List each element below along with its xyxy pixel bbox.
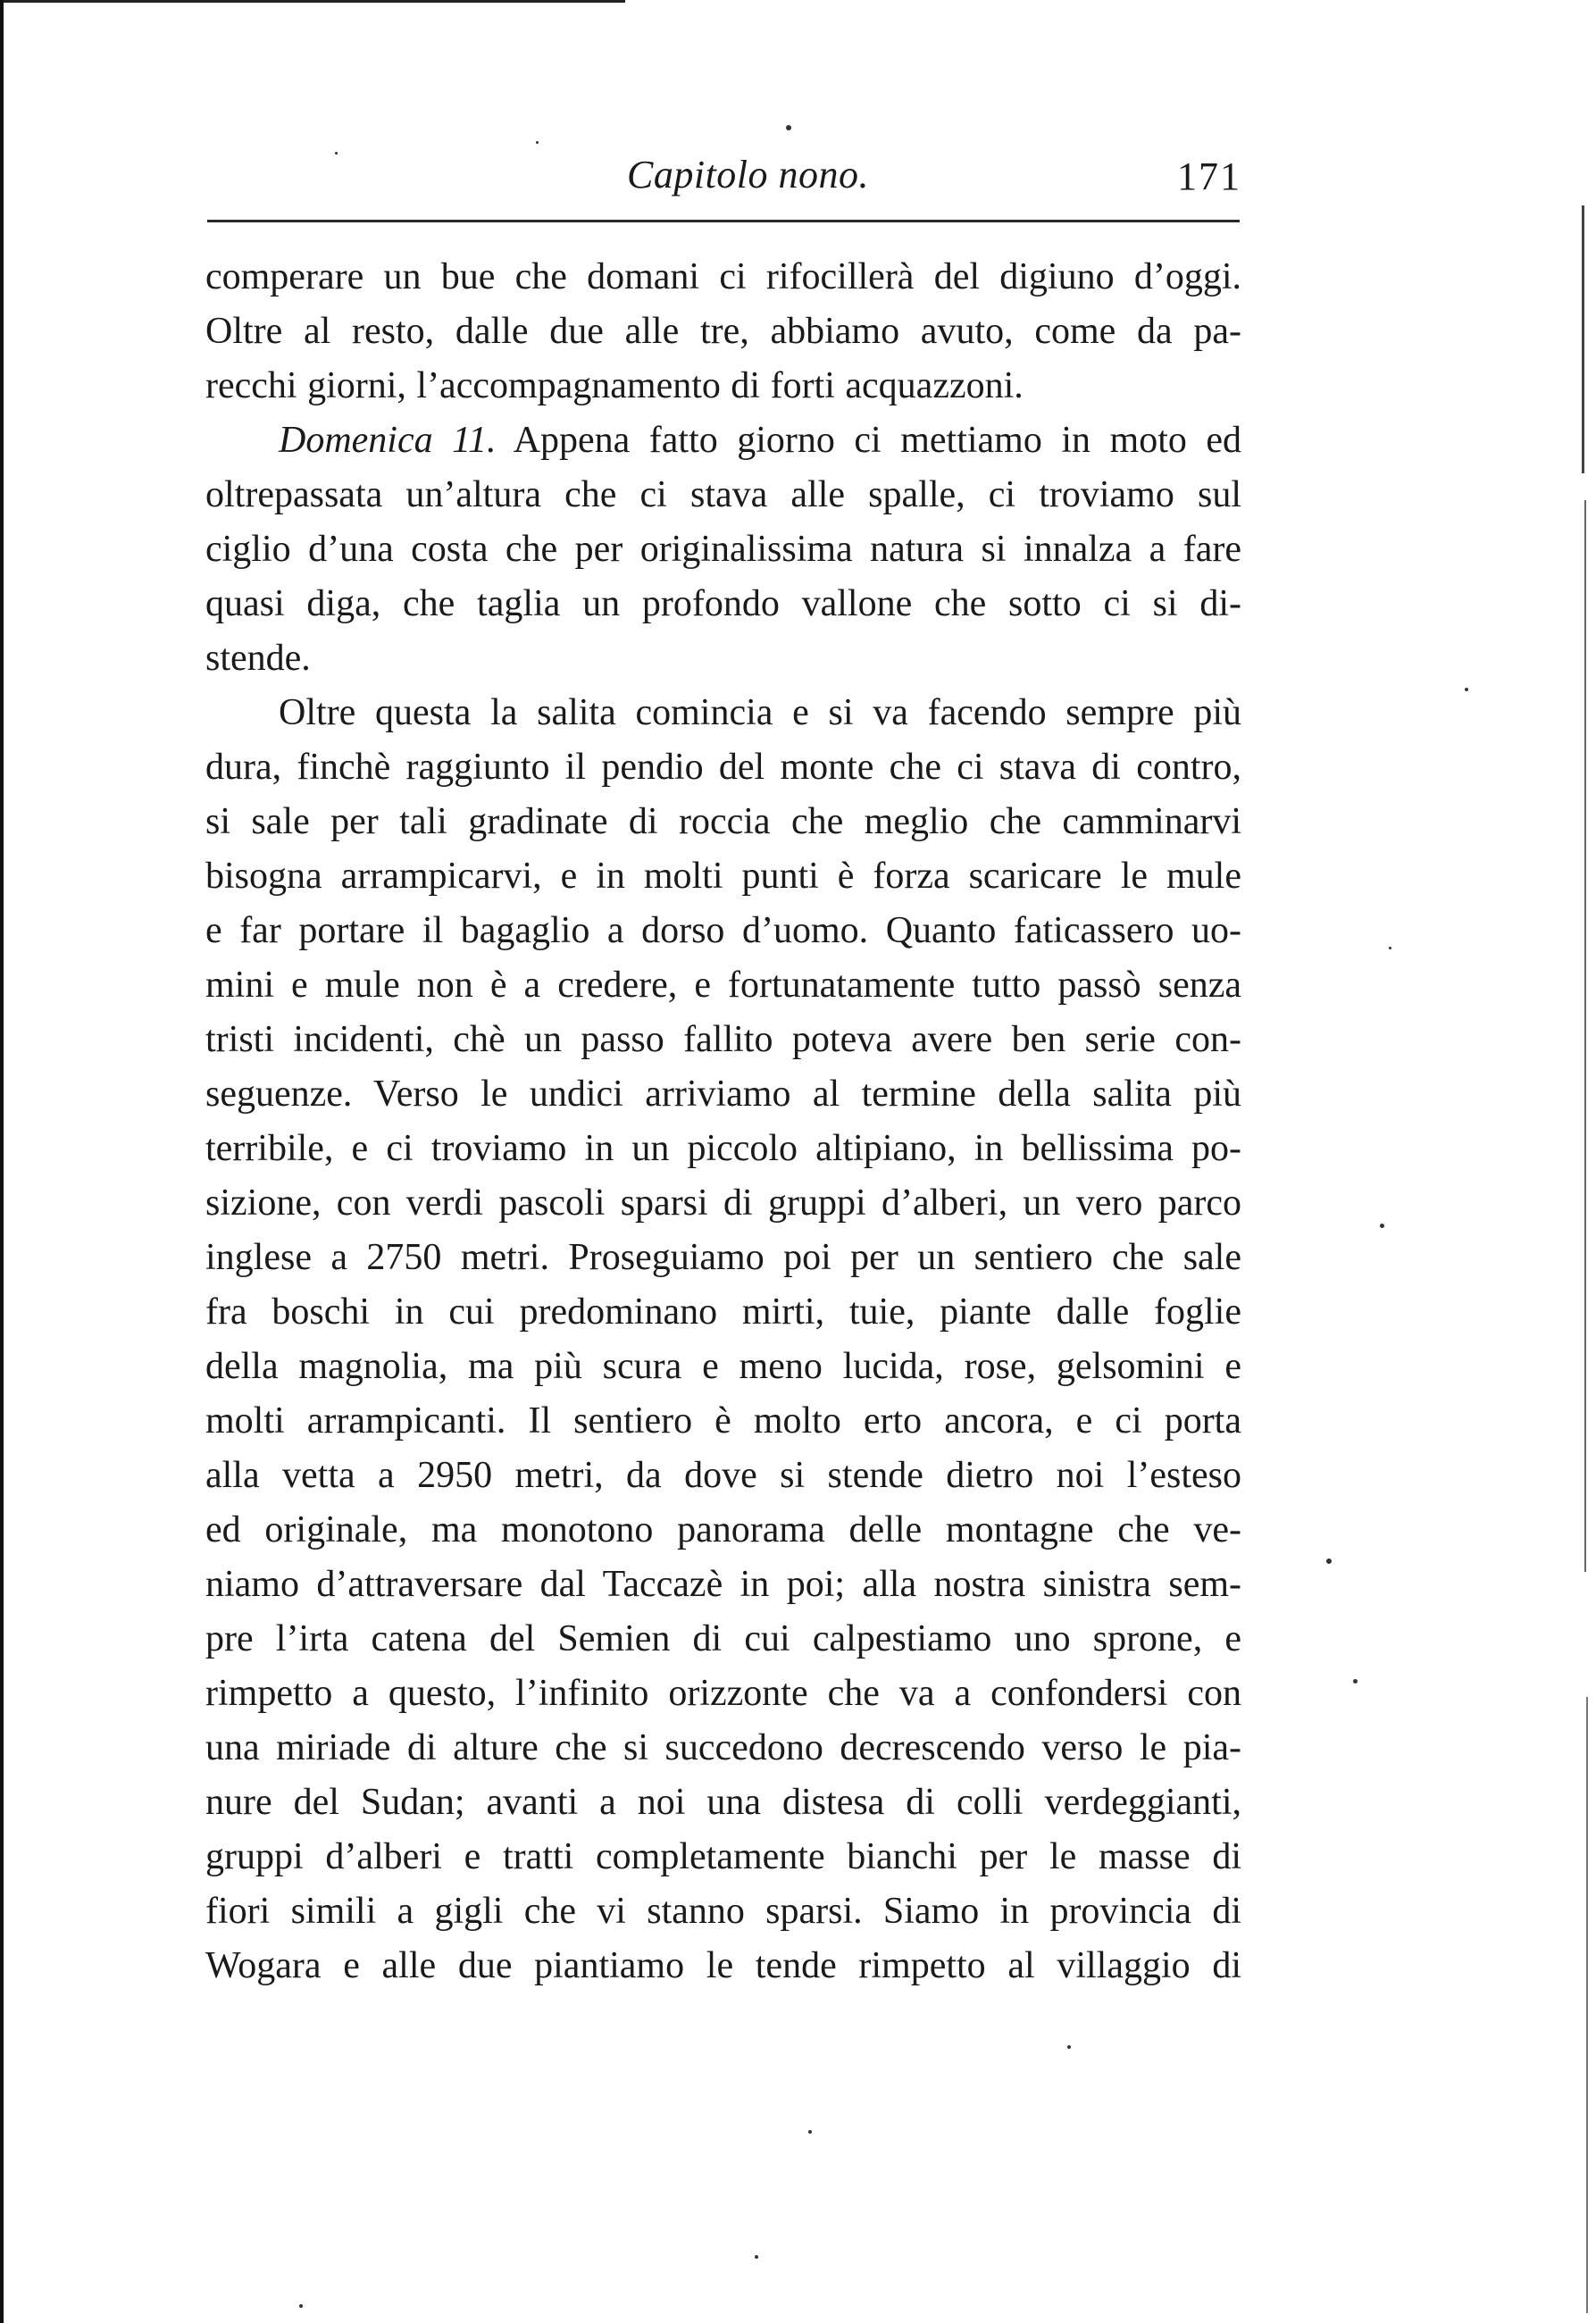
page-number: 171 <box>1177 155 1241 198</box>
text-line: molti arrampicanti. Il sentiero è molto erto ancora, e ci porta <box>205 1400 1241 1441</box>
text-line: fiori simili a gigli che vi stanno sparsi. Siamo in provincia di <box>205 1891 1241 1932</box>
text-line: e far portare il bagaglio a dorso d’uomo. Quanto faticassero uo- <box>205 910 1241 951</box>
text-line: quasi diga, che taglia un profondo vallone che sotto ci si di- <box>205 583 1241 624</box>
text-line: dura, finchè raggiunto il pendio del monte che ci stava di contro, <box>205 747 1241 788</box>
dateline: Domenica 11. <box>279 420 497 461</box>
text-line: seguenze. Verso le undici arriviamo al termine della salita più <box>205 1074 1241 1115</box>
scan-speck <box>808 2130 812 2134</box>
scan-speck <box>755 2255 758 2259</box>
text-line: stende. <box>205 638 311 679</box>
scan-edge-top <box>0 0 625 3</box>
text-line: terribile, e ci troviamo in un piccolo altipiano, in bellissima po- <box>205 1128 1241 1169</box>
text-line: fra boschi in cui predominano mirti, tuie, piante dalle foglie <box>205 1291 1241 1333</box>
text-line: sizione, con verdi pascoli sparsi di gruppi d’alberi, un vero parco <box>205 1182 1241 1224</box>
text-line-content: Appena fatto giorno ci mettiamo in moto ed <box>513 420 1241 461</box>
text-line: gruppi d’alberi e tratti completamente bianchi per le masse di <box>205 1836 1241 1877</box>
text-line: niamo d’attraversare dal Taccazè in poi; alla nostra sinistra sem- <box>205 1564 1241 1605</box>
text-line <box>205 414 1241 468</box>
text-line: Oltre questa la salita comincia e si va facendo sempre più <box>279 692 1241 733</box>
text-line: nure del Sudan; avanti a noi una distesa di colli verdeggianti, <box>205 1782 1241 1823</box>
text-line: Wogara e alle due piantiamo le tende rimpetto al villaggio di <box>205 1945 1241 1986</box>
header-rule <box>207 220 1240 222</box>
text-line: tristi incidenti, chè un passo fallito poteva avere ben serie con- <box>205 1019 1241 1060</box>
scan-edge-right <box>1586 1697 1588 2313</box>
text-line: pre l’irta catena del Semien di cui calpestiamo uno sprone, e <box>205 1618 1241 1659</box>
scan-speck <box>1380 1224 1384 1228</box>
scan-edge-right <box>1584 500 1586 1572</box>
text-line: bisogna arrampicarvi, e in molti punti è forza scaricare le mule <box>205 856 1241 897</box>
scan-speck <box>786 125 791 130</box>
text-line: recchi giorni, l’accompagnamento di forti acquazzoni. <box>205 365 1024 406</box>
chapter-title: Capitolo nono. <box>627 153 870 196</box>
text-line: mini e mule non è a credere, e fortunatamente tutto passò senza <box>205 965 1241 1006</box>
scan-speck <box>299 2304 303 2308</box>
scan-speck <box>1326 1558 1332 1564</box>
text-line: ciglio d’una costa che per originalissima natura si innalza a fare <box>205 529 1241 570</box>
running-header <box>205 143 1241 205</box>
text-line: rimpetto a questo, l’infinito orizzonte che va a confondersi con <box>205 1673 1241 1714</box>
scan-speck <box>1465 688 1468 691</box>
text-line: alla vetta a 2950 metri, da dove si stende dietro noi l’esteso <box>205 1455 1241 1496</box>
scan-speck <box>1353 1679 1358 1684</box>
text-line: si sale per tali gradinate di roccia che meglio che camminarvi <box>205 801 1241 842</box>
text-line: inglese a 2750 metri. Proseguiamo poi per un sentiero che sale <box>205 1237 1241 1278</box>
text-line: ed originale, ma monotono panorama delle montagne che ve- <box>205 1509 1241 1550</box>
text-line: Oltre al resto, dalle due alle tre, abbiamo avuto, come da pa- <box>205 311 1241 352</box>
scan-speck <box>1389 947 1391 949</box>
text-line: oltrepassata un’altura che ci stava alle spalle, ci troviamo sul <box>205 474 1241 515</box>
text-line: una miriade di alture che si succedono decrescendo verso le pia- <box>205 1727 1241 1768</box>
scan-edge-left <box>0 0 4 2323</box>
text-line: comperare un bue che domani ci rifocillerà del digiuno d’oggi. <box>205 256 1241 297</box>
text-line: della magnolia, ma più scura e meno lucida, rose, gelsomini e <box>205 1346 1241 1387</box>
scan-speck <box>1067 2045 1071 2049</box>
body-text <box>205 250 1241 1993</box>
scan-edge-right <box>1582 205 1584 473</box>
